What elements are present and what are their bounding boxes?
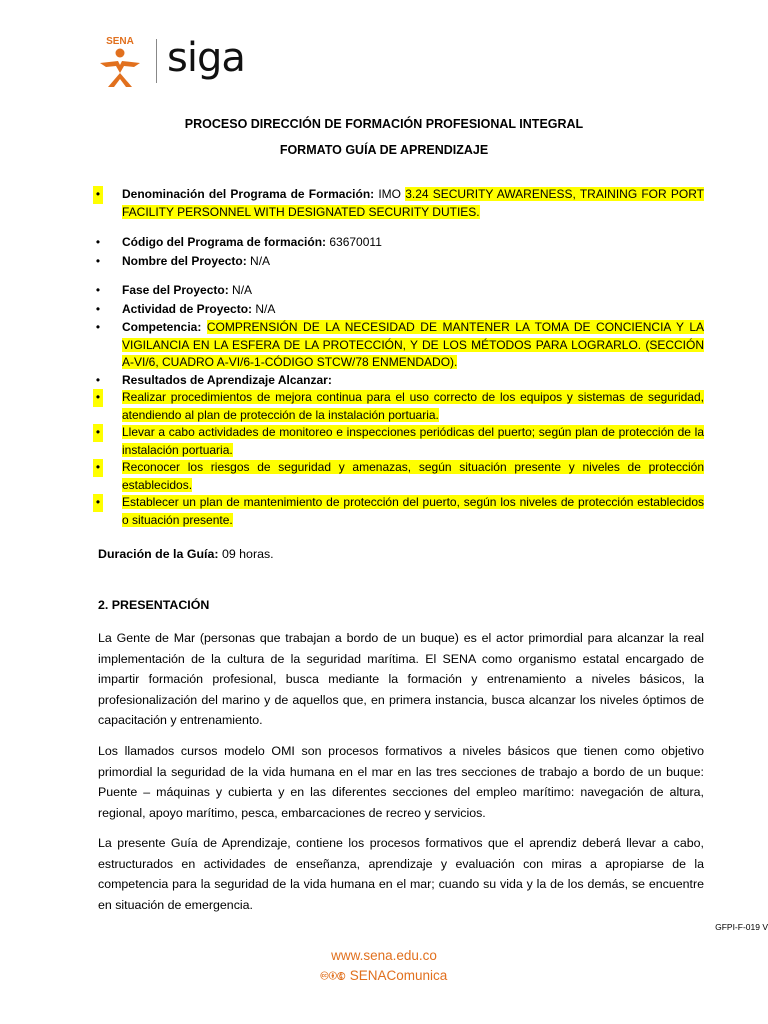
phase-value: N/A [228,283,253,297]
bullet-icon: • [95,254,101,268]
result-item [95,389,704,424]
duration-line [98,547,274,561]
document-format-title: FORMATO GUÍA DE APRENDIZAJE [279,143,489,157]
bullet-icon: • [95,302,101,316]
result-item [95,459,704,494]
result-text: Llevar a cabo actividades de monitoreo e inspecciones periódicas del puerto; según plan de protección de la instalación portuaria. [122,425,704,457]
duration-value: 09 horas. [218,547,274,561]
form-code: GFPI-F-019 V [715,922,768,932]
code-value: 63670011 [326,235,382,249]
list-item-competence [95,319,704,372]
logo-area [90,32,245,90]
competence-value: COMPRENSIÓN DE LA NECESIDAD DE MANTENER LA TOMA DE CONCIENCIA Y LA VIGILANCIA EN LA ESFERA DE LA PROTECCIÓN, Y DE LOS MÉTODOS PARA LOGRARLO. (SECCIÓN A-VI/6, CUADRO A-VI/6-1-CÓDIGO STCW/78 ENMENDADO). [122,320,704,369]
sena-logo-icon [90,33,150,89]
phase-label: Fase del Proyecto: [122,283,229,297]
result-item [95,424,704,459]
project-value: N/A [246,254,271,268]
program-prefix: IMO [374,187,406,201]
list-item-results [95,372,704,390]
document-process-title: PROCESO DIRECCIÓN DE FORMACIÓN PROFESIONAL INTEGRAL [184,117,584,131]
paragraph: La presente Guía de Aprendizaje, contiene los procesos formativos que el aprendiz deberá llevar a cabo, estructurados en actividades de enseñanza, aprendizaje y evaluación con miras a apropiarse de la competencia para la seguridad de la vida humana en el mar; cuando su vida y la de los demás, se encuentre en situación de emergencia. [98,836,704,912]
paragraph: Los llamados cursos modelo OMI son procesos formativos a niveles básicos que tienen como objetivo primordial la seguridad de la vida humana en el mar en las tres secciones de trabajo a bordo de un buque: Puente – máquinas y cubierta y en las diferentes secciones del empleo marítimo: navegación de altura, regional, apoyo marítimo, pesca, embarcaciones de recreo y servicios. [98,744,704,820]
bullet-icon: • [95,283,101,297]
logo-divider [156,39,157,83]
bullet-icon: • [93,186,103,204]
bullet-icon: • [95,235,101,249]
bullet-icon: • [95,320,101,334]
sena-logo-text: SENA [106,36,134,47]
list-item-activity [95,301,704,319]
activity-label: Actividad de Proyecto: [122,302,253,316]
program-value: 3.24 SECURITY AWARENESS, TRAINING FOR PORT FACILITY PERSONNEL WITH DESIGNATED SECURITY DUTIES. [122,187,704,219]
bullet-icon: • [95,373,101,387]
result-text: Realizar procedimientos de mejora continua para el uso correcto de los equipos y sistemas de seguridad, atendiendo al plan de protección de la instalación portuaria. [122,390,704,422]
competence-label: Competencia: [122,320,202,334]
bullet-icon: • [93,459,103,477]
result-text: Establecer un plan de mantenimiento de protección del puerto, según los niveles de protección establecidos o situación presente. [122,495,704,527]
footer-social-handle[interactable]: SENAComunica [349,968,448,983]
list-item-program [95,186,704,221]
creative-commons-icon: 🅭🅯🅮 [320,969,346,983]
program-label: Denominación del Programa de Formación: [122,187,375,201]
footer-social [0,968,768,984]
section-title: 2. PRESENTACIÓN [98,598,210,612]
duration-label: Duración de la Guía: [98,547,219,561]
siga-logo-text: siga [167,35,245,81]
list-item-project [95,253,704,271]
project-label: Nombre del Proyecto: [122,254,247,268]
footer-website[interactable]: www.sena.edu.co [331,948,437,963]
results-label: Resultados de Aprendizaje Alcanzar: [122,373,332,387]
result-item [95,494,704,529]
bullet-icon: • [93,494,103,512]
bullet-icon: • [93,424,103,442]
bullet-icon: • [93,389,103,407]
paragraph: La Gente de Mar (personas que trabajan a bordo de un buque) es el actor primordial para alcanzar la real implementación de la cultura de la seguridad marítima. El SENA como organismo estatal encargado de impartir formación profesional, busca mediante la formación y entrenamiento a niveles básicos, la profesionalización del marino y de aquellos que, en primera instancia, busca alcanzar los niveles óptimos de capacitación y entrenamiento. [98,631,704,727]
activity-value: N/A [252,302,276,316]
list-item-phase [95,282,704,300]
list-item-code [95,234,704,252]
result-text: Reconocer los riesgos de seguridad y amenazas, según situación presente y niveles de protección establecidos. [122,460,704,492]
code-label: Código del Programa de formación: [122,235,327,249]
